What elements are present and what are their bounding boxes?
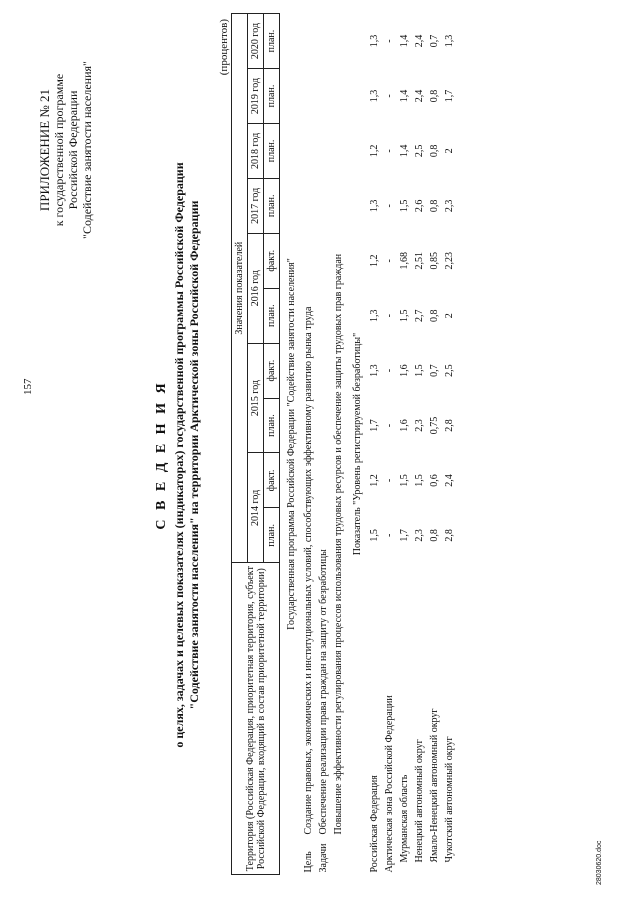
plan-header: план. bbox=[264, 178, 280, 233]
value-cell: - bbox=[384, 533, 395, 538]
value-cell: 1,2 bbox=[369, 474, 380, 487]
value-cell: 1,68 bbox=[399, 252, 410, 270]
table-row bbox=[442, 14, 457, 875]
territory-name: Чукотский автономный округ bbox=[444, 736, 455, 863]
value-cell: - bbox=[384, 423, 395, 428]
plan-header: план. bbox=[264, 398, 280, 453]
value-cell: 1,2 bbox=[369, 254, 380, 268]
territory-header: Территория (Российская Федерация, приоритетная территория, субъект Российской Федерации, входящий в состав приоритетной территории) bbox=[232, 563, 280, 875]
value-cell: 0,8 bbox=[429, 89, 440, 103]
value-cell: 2,8 bbox=[444, 529, 455, 542]
territory-name: Ненецкий автономный округ bbox=[414, 739, 425, 863]
value-cell: 1,4 bbox=[399, 144, 410, 158]
year-header: 2015 год bbox=[248, 343, 264, 453]
table-row bbox=[427, 14, 442, 875]
value-cell: - bbox=[384, 314, 395, 318]
territory-name: Арктическая зона Российской Федерации bbox=[384, 695, 395, 873]
value-cell: - bbox=[384, 149, 395, 153]
value-cell: 1,5 bbox=[369, 529, 380, 542]
year-header: 2020 год bbox=[248, 14, 264, 69]
value-cell: 1,6 bbox=[399, 419, 410, 432]
value-cell: 0,8 bbox=[429, 309, 440, 322]
units-label: (процентов) bbox=[218, 19, 230, 76]
appendix-line-2: Российской Федерации bbox=[66, 90, 80, 210]
appendix-line-1: к государственной программе bbox=[52, 73, 66, 227]
table-row bbox=[397, 14, 412, 875]
year-header: 2014 год bbox=[248, 453, 264, 563]
value-cell: 1,5 bbox=[399, 474, 410, 487]
value-cell: 2,8 bbox=[444, 419, 455, 432]
value-cell: 1,5 bbox=[414, 474, 425, 487]
indicator-title: Показатель "Уровень регистрируемой безработицы" bbox=[352, 332, 363, 556]
program-line: Государственная программа Российской Федерации "Содействие занятости населения" bbox=[286, 258, 297, 630]
appendix-title: ПРИЛОЖЕНИЕ № 21 bbox=[37, 88, 52, 212]
plan-header: план. bbox=[264, 508, 280, 563]
year-header: 2019 год bbox=[248, 69, 264, 124]
value-cell: - bbox=[384, 94, 395, 98]
value-cell: 1,2 bbox=[369, 144, 380, 158]
goal-line bbox=[301, 14, 316, 875]
year-header: 2016 год bbox=[248, 233, 264, 343]
value-cell: 2,6 bbox=[414, 199, 425, 213]
table-row bbox=[367, 14, 382, 875]
value-cell: - bbox=[384, 39, 395, 43]
tasks-row bbox=[316, 14, 331, 875]
value-cell: 2,4 bbox=[444, 474, 455, 487]
document-title bbox=[152, 15, 202, 895]
territory-name: Российская Федерация bbox=[369, 775, 380, 873]
year-header: 2017 год bbox=[248, 178, 264, 233]
value-cell: 1,3 bbox=[369, 89, 380, 103]
plan-header: план. bbox=[264, 288, 280, 343]
plan-header: план. bbox=[264, 123, 280, 178]
values-header: Значения показателей bbox=[232, 14, 248, 563]
value-cell: 2,4 bbox=[414, 34, 425, 48]
title-line-2: о целях, задачах и целевых показателях (индикаторах) государственной программы Российской Федерации bbox=[172, 162, 186, 748]
value-cell: 0,8 bbox=[429, 199, 440, 213]
value-cell: 2,7 bbox=[414, 309, 425, 322]
value-cell: 1,5 bbox=[399, 309, 410, 322]
task-line-1 bbox=[316, 14, 331, 875]
value-cell: 2,5 bbox=[444, 364, 455, 377]
value-cell: 0,7 bbox=[429, 34, 440, 48]
header-row-1 bbox=[232, 14, 248, 875]
value-cell: 2,23 bbox=[444, 252, 455, 270]
value-cell: 1,6 bbox=[399, 364, 410, 377]
value-cell: 2,3 bbox=[414, 419, 425, 432]
fact-header: факт. bbox=[264, 343, 280, 398]
value-cell: 1,5 bbox=[399, 199, 410, 213]
indicator-row bbox=[346, 14, 367, 875]
value-cell: 1,3 bbox=[369, 199, 380, 213]
value-cell: 2,3 bbox=[444, 199, 455, 213]
value-cell: 0,6 bbox=[429, 474, 440, 487]
year-header: 2018 год bbox=[248, 123, 264, 178]
plan-header: план. bbox=[264, 69, 280, 124]
task-1-text: Обеспечение реализации права граждан на защиту от безработицы bbox=[318, 549, 329, 835]
value-cell: 2,5 bbox=[414, 144, 425, 158]
value-cell: - bbox=[384, 259, 395, 263]
program-row bbox=[280, 14, 302, 875]
goal-row bbox=[301, 14, 316, 875]
table-row bbox=[382, 14, 397, 875]
value-cell: 0,8 bbox=[429, 529, 440, 542]
value-cell: 1,7 bbox=[369, 419, 380, 432]
plan-header: план. bbox=[264, 14, 280, 69]
value-cell: 1,3 bbox=[444, 34, 455, 48]
value-cell: 1,3 bbox=[369, 364, 380, 377]
value-cell: 0,7 bbox=[429, 364, 440, 377]
value-cell: 1,3 bbox=[369, 309, 380, 322]
territory-name: Ямало-Ненецкий автономный округ bbox=[429, 708, 440, 863]
tasks-row-2 bbox=[331, 14, 346, 875]
value-cell: 1,7 bbox=[399, 529, 410, 542]
value-cell: 2,3 bbox=[414, 529, 425, 542]
value-cell: 1,4 bbox=[399, 89, 410, 103]
value-cell: 0,8 bbox=[429, 144, 440, 158]
value-cell: 1,3 bbox=[369, 34, 380, 48]
table-row bbox=[412, 14, 427, 875]
value-cell: 0,75 bbox=[429, 416, 440, 435]
value-cell: 2 bbox=[444, 148, 455, 154]
territory-name: Мурманская область bbox=[399, 774, 410, 863]
value-cell: - bbox=[384, 204, 395, 208]
footer-filename: 28030620.doc bbox=[596, 840, 603, 885]
title-svedeniya: С В Е Д Е Н И Я bbox=[154, 380, 169, 530]
title-line-3: "Содействие занятости населения" на территории Арктической зоны Российской Федерации bbox=[187, 200, 201, 710]
indicators-table bbox=[231, 13, 457, 875]
goal-text: Создание правовых, экономических и институциональных условий, способствующих эффективному развитию рынка труда bbox=[303, 306, 314, 835]
value-cell: 2,4 bbox=[414, 89, 425, 103]
value-cell: 2 bbox=[444, 313, 455, 319]
task-line-2 bbox=[331, 14, 346, 875]
value-cell: - bbox=[384, 478, 395, 483]
appendix-line-3: "Содействие занятости населения" bbox=[80, 61, 94, 239]
value-cell: 1,5 bbox=[414, 364, 425, 377]
value-cell: 2,51 bbox=[414, 252, 425, 270]
rotated-content bbox=[30, 15, 610, 895]
appendix-block bbox=[38, 25, 94, 275]
value-cell: - bbox=[384, 368, 395, 373]
fact-header: факт. bbox=[264, 233, 280, 288]
value-cell: 1,7 bbox=[444, 89, 455, 103]
value-cell: 0,85 bbox=[429, 252, 440, 270]
fact-header: факт. bbox=[264, 453, 280, 508]
goal-label: Цель bbox=[303, 851, 314, 873]
task-2-text: Повышение эффективности регулирования процессов использования трудовых ресурсов и обеспечение защиты трудовых прав граждан bbox=[333, 253, 344, 835]
page-number: 157 bbox=[22, 378, 34, 395]
value-cell: 1,4 bbox=[399, 34, 410, 48]
tasks-label: Задачи bbox=[318, 843, 329, 873]
